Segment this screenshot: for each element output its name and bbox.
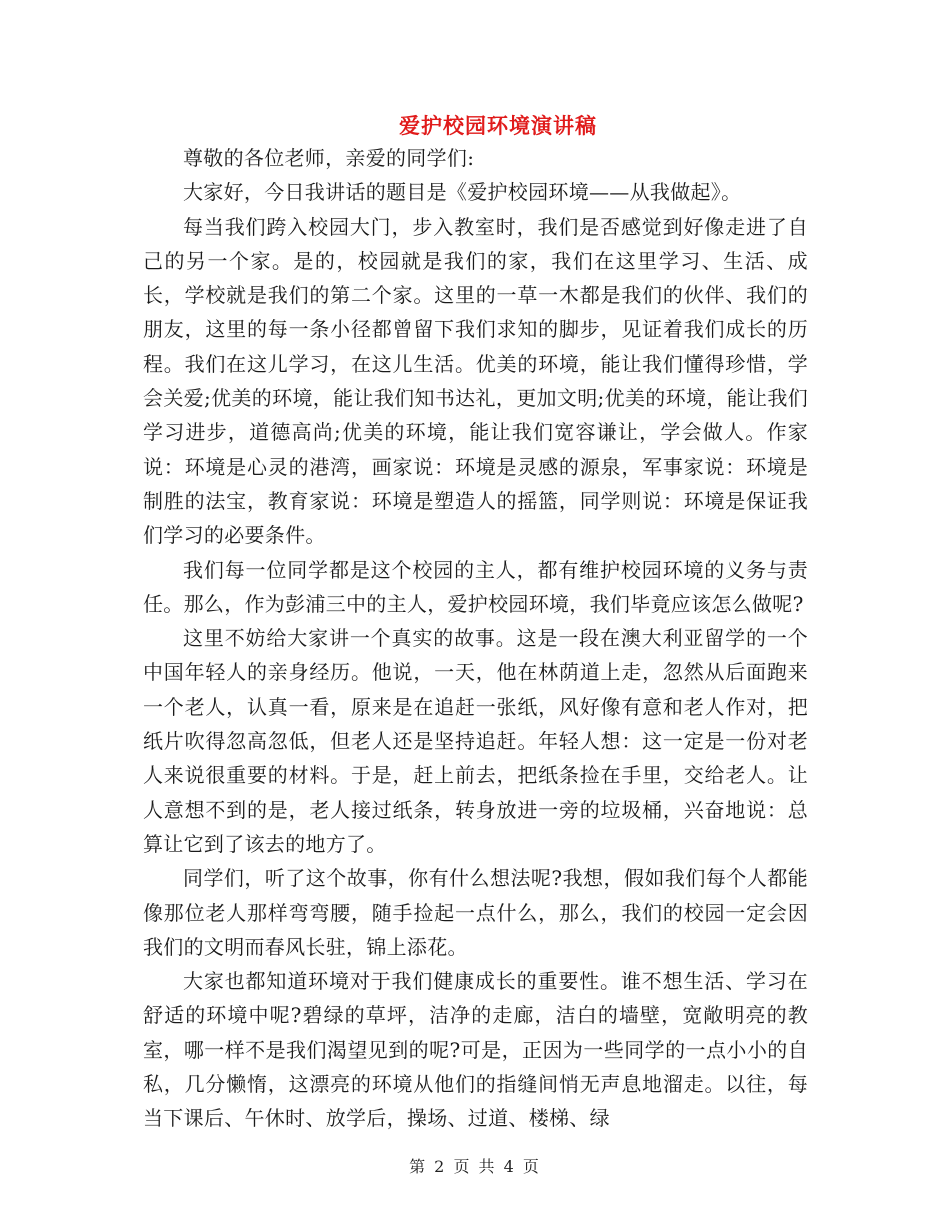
paragraph-environment: 大家也都知道环境对于我们健康成长的重要性。谁不想生活、学习在舒适的环境中呢?碧绿的草坪，洁净的走廊，洁白的墙壁，宽敞明亮的教室，哪一样不是我们渴望见到的呢?可是，正因为一些同学的一点小小的自私，几分懒惰，这漂亮的环境从他们的指缝间悄无声息地溜走。以往，每当下课后、午休时、放学后，操场、过道、楼梯、绿 — [143, 969, 808, 1131]
page-title: 爱护校园环境演讲稿 — [399, 113, 597, 138]
paragraph-story: 这里不妨给大家讲一个真实的故事。这是一段在澳大利亚留学的一个中国年轻人的亲身经历。他说，一天，他在林荫道上走，忽然从后面跑来一个老人，认真一看，原来是在追赶一张纸，风好像有意和老人作对，把纸片吹得忽高忽低，但老人还是坚持追赶。年轻人想：这一定是一份对老人来说很重要的材料。于是，赶上前去，把纸条捡在手里，交给老人。让人意想不到的是，老人接过纸条，转身放进一旁的垃圾桶，兴奋地说：总算让它到了该去的地方了。 — [143, 626, 808, 856]
paragraph-salutation: 尊敬的各位老师，亲爱的同学们: — [183, 146, 475, 170]
page-number-footer: 第 2 页 共 4 页 — [409, 1157, 541, 1176]
document-body — [143, 141, 808, 1136]
paragraph-greeting: 大家好，今日我讲话的题目是《爱护校园环境——从我做起》。 — [183, 180, 742, 205]
paragraph-responsibility: 我们每一位同学都是这个校园的主人，都有维护校园环境的义务与责任。那么，作为彭浦三中的主人，爱护校园环境，我们毕竟应该怎么做呢? — [143, 557, 808, 616]
paragraph-reflection: 同学们，听了这个故事，你有什么想法呢?我想，假如我们每个人都能像那位老人那样弯弯腰，随手捡起一点什么，那么，我们的校园一定会因我们的文明而春风长驻，锦上添花。 — [143, 866, 808, 959]
paragraph-school-home: 每当我们跨入校园大门，步入教室时，我们是否感觉到好像走进了自己的另一个家。是的，校园就是我们的家，我们在这里学习、生活、成长，学校就是我们的第二个家。这里的一草一木都是我们的伙伴、我们的朋友，这里的每一条小径都曾留下我们求知的脚步，见证着我们成长的历程。我们在这儿学习，在这儿生活。优美的环境，能让我们懂得珍惜，学会关爱;优美的环境，能让我们知书达礼，更加文明;优美的环境，能让我们学习进步，道德高尚;优美的环境，能让我们宽容谦让，学会做人。作家说：环境是心灵的港湾，画家说：环境是灵感的源泉，军事家说：环境是制胜的法宝，教育家说：环境是塑造人的摇篮，同学则说：环境是保证我们学习的必要条件。 — [143, 214, 808, 548]
